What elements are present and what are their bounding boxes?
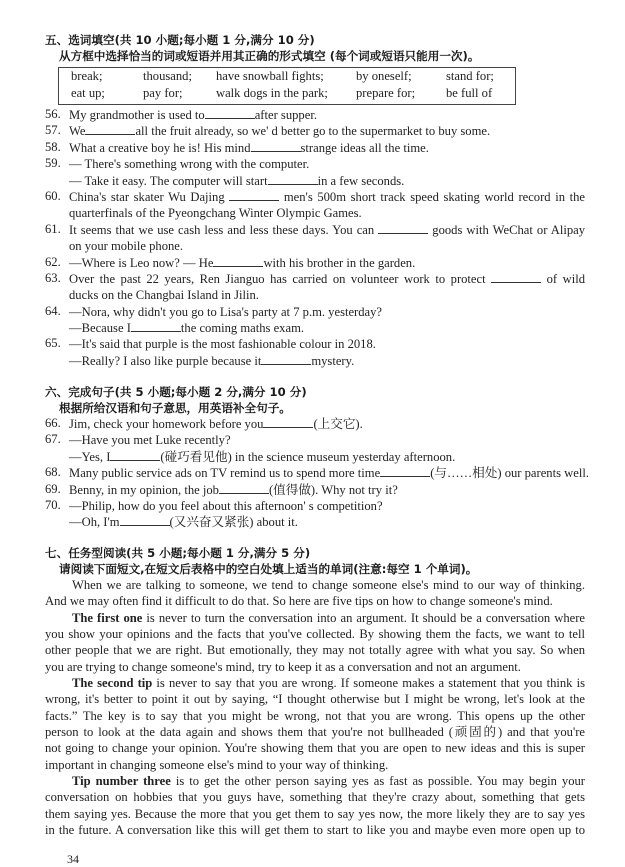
- paragraph-line: [45, 708, 585, 724]
- question-number: 68.: [45, 465, 61, 480]
- question-item: [45, 222, 585, 255]
- answer-blank[interactable]: [263, 416, 313, 428]
- bold-lead-in: Tip number three: [72, 774, 171, 789]
- question-text-before: —Have you met Luke recently?: [69, 433, 231, 448]
- question-text-before: Over the past 22 years, Ren Jianguo has carried on volunteer work to protect: [69, 271, 486, 286]
- paragraph-line: [45, 577, 585, 593]
- paragraph-text: not going to change your opinion. You're showing them that you are open to new ideas and this is super: [45, 741, 585, 756]
- question-text: [69, 156, 585, 189]
- question-text-after: mystery.: [311, 353, 355, 368]
- question-text: [69, 140, 585, 156]
- word-option: by oneself;: [356, 69, 412, 83]
- word-option: have snowball fights;: [216, 69, 324, 83]
- section-5-title: 五、选词填空(共 10 小题;每小题 1 分,满分 10 分): [45, 33, 315, 47]
- question-text: [69, 222, 585, 255]
- paragraph-line: [45, 610, 585, 626]
- question-text-before: quarterfinals of the Pyeongchang Winter Olympic Games.: [69, 206, 362, 221]
- question-text-before: —Philip, how do you feel about this afternoon' s competition?: [69, 498, 383, 513]
- question-number: 59.: [45, 156, 61, 171]
- question-number: 67.: [45, 432, 61, 447]
- paragraph-text: conversation on hobbies that you guys have, something that they're crazy about, something that gets: [45, 790, 585, 805]
- question-line: [69, 238, 585, 254]
- answer-blank[interactable]: [491, 271, 541, 283]
- answer-blank[interactable]: [378, 222, 428, 234]
- section-5-header: [45, 32, 585, 65]
- question-text-before: It seems that we use cash less and less these days. You can: [69, 222, 375, 237]
- paragraph: [45, 610, 585, 675]
- question-line: [69, 498, 585, 514]
- question-text-before: My grandmother is used to: [69, 108, 205, 122]
- paragraph-line: [45, 691, 585, 707]
- question-text-before: —Where is Leo now? — He: [69, 255, 214, 270]
- question-text: [69, 189, 585, 222]
- paragraph-line: [45, 626, 585, 642]
- question-line: [69, 353, 585, 369]
- question-line: [69, 514, 585, 530]
- question-text-after: (碰巧看见他) in the science museum yesterday afternoon.: [160, 449, 456, 464]
- answer-blank[interactable]: [268, 173, 318, 185]
- word-box-row: [59, 68, 515, 85]
- section-6-questions: [45, 416, 589, 531]
- question-text: [69, 255, 585, 271]
- question-text-after: all the fruit already, so we' d better go to the supermarket to buy some.: [135, 124, 491, 139]
- question-text-before: —Because I: [69, 321, 131, 336]
- question-text-before: We: [69, 124, 86, 139]
- section-7-title: 七、任务型阅读(共 5 小题;每小题 1 分,满分 5 分): [45, 546, 311, 560]
- question-text-before: — Take it easy. The computer will start: [69, 173, 268, 188]
- section-6-instruction: 根据所给汉语和句子意思，用英语补全句子。: [59, 401, 291, 416]
- reading-passage: [45, 577, 585, 839]
- question-text-after: of wild: [546, 271, 585, 286]
- question-text-after: in a few seconds.: [317, 173, 405, 188]
- question-item: [45, 304, 585, 337]
- paragraph: [45, 577, 585, 610]
- answer-blank[interactable]: [251, 140, 301, 152]
- question-text-after: goods with WeChat or Alipay: [432, 222, 585, 237]
- question-text: [69, 271, 585, 304]
- bold-lead-in: The first one: [72, 610, 143, 625]
- question-line: [69, 465, 589, 481]
- paragraph-text: is to get the other person saying yes as fast as possible. You may begin your: [170, 774, 585, 789]
- question-item: [45, 416, 585, 432]
- question-line: [69, 222, 585, 238]
- question-text-after: with his brother in the garden.: [263, 255, 416, 270]
- paragraph: [45, 675, 585, 773]
- paragraph-line: [45, 724, 585, 740]
- question-text-after: after supper.: [254, 108, 317, 122]
- section-7-instruction: 请阅读下面短文,在短文后表格中的空白处填上适当的单词(注意:每空 1 个单词)。: [59, 562, 478, 577]
- word-option: walk dogs in the park;: [216, 86, 328, 100]
- question-text-after: strange ideas all the time.: [300, 140, 429, 155]
- question-text-after: (值得做). Why not try it?: [268, 482, 398, 497]
- question-text: [69, 304, 585, 337]
- section-6-header: [45, 384, 585, 417]
- paragraph-text: is never to say that you are wrong. If someone makes a statement that you think is: [152, 676, 585, 691]
- question-text-before: ducks on the Changbai Island in Jilin.: [69, 288, 259, 303]
- word-option: eat up;: [71, 86, 105, 100]
- question-line: [69, 416, 585, 432]
- question-text: [69, 416, 585, 432]
- word-option: be full of: [446, 86, 493, 100]
- question-text-before: China's star skater Wu Dajing: [69, 189, 225, 204]
- paragraph-text: wrong, it's better to point it out by saying, “I thought otherwise but I might be wrong, let's look at the: [45, 692, 585, 707]
- question-item: [45, 107, 585, 123]
- answer-blank[interactable]: [131, 320, 181, 332]
- question-number: 62.: [45, 254, 61, 269]
- answer-blank[interactable]: [213, 255, 263, 267]
- word-box: [58, 67, 516, 105]
- question-number: 57.: [45, 123, 61, 138]
- question-text-before: on your mobile phone.: [69, 239, 184, 254]
- paragraph-line: [45, 740, 585, 756]
- answer-blank[interactable]: [110, 449, 160, 461]
- section-5-instruction: 从方框中选择恰当的词或短语并用其正确的形式填空 (每个词或短语只能用一次)。: [59, 49, 480, 64]
- answer-blank[interactable]: [380, 465, 430, 477]
- answer-blank[interactable]: [85, 123, 135, 135]
- paragraph-line: [45, 789, 585, 805]
- paragraph-text: important in changing someone else's mind to your way of thinking.: [45, 757, 389, 772]
- paragraph-text: you show your opinions and the facts that you've collected. By showing them the facts, we want to tell: [45, 627, 585, 642]
- question-line: [69, 156, 585, 172]
- paragraph-line: [45, 773, 585, 789]
- paragraph: [45, 773, 585, 838]
- paragraph-text: is never to turn the conversation into an argument. It should be a conversation where: [142, 610, 585, 625]
- word-option: prepare for;: [356, 86, 416, 100]
- question-item: [45, 255, 585, 271]
- question-text: [69, 482, 585, 498]
- question-line: [69, 304, 585, 320]
- question-line: [69, 287, 585, 303]
- answer-blank[interactable]: [219, 482, 269, 494]
- question-text-before: Benny, in my opinion, the job: [69, 482, 219, 497]
- question-text-before: Many public service ads on TV remind us to spend more time: [69, 466, 381, 481]
- question-line: [69, 482, 585, 498]
- question-line: [69, 320, 585, 336]
- answer-blank[interactable]: [261, 353, 311, 365]
- question-text-before: What a creative boy he is! His mind: [69, 140, 251, 155]
- paragraph-line: [45, 675, 585, 691]
- question-item: [45, 271, 585, 304]
- question-item: [45, 482, 585, 498]
- question-text-before: —Nora, why didn't you go to Lisa's party at 7 p.m. yesterday?: [69, 304, 383, 319]
- question-line: [69, 271, 585, 287]
- question-item: [45, 123, 585, 139]
- question-number: 56.: [45, 107, 61, 121]
- question-line: [69, 205, 585, 221]
- question-line: [69, 255, 585, 271]
- question-item: [45, 336, 585, 369]
- question-item: [45, 498, 585, 531]
- question-text: [69, 336, 585, 369]
- question-item: [45, 465, 589, 481]
- question-line: [69, 173, 585, 189]
- paragraph-text: them saying yes. Because the more that you get them to say yes now, the more likely they are to say yes: [45, 806, 585, 821]
- question-number: 64.: [45, 303, 61, 318]
- paragraph-line: [45, 806, 585, 822]
- answer-blank[interactable]: [205, 107, 255, 119]
- paragraph-line: [45, 757, 585, 773]
- question-number: 60.: [45, 188, 61, 203]
- question-line: [69, 107, 585, 123]
- page-number: 34: [67, 852, 79, 866]
- question-number: 61.: [45, 221, 61, 236]
- question-text-before: —It's said that purple is the most fashionable colour in 2018.: [69, 337, 376, 352]
- paragraph-line: [45, 659, 585, 675]
- question-number: 65.: [45, 336, 61, 351]
- question-text: [69, 498, 585, 531]
- section-5-questions: [45, 107, 585, 369]
- paragraph-text: other people that we are right. But emotionally, they may not totally agree with what you say. So when: [45, 643, 585, 658]
- question-text-after: (上交它).: [313, 417, 363, 431]
- paragraph-text: person to look at the data again and shows them that you're not bullheaded (顽固的) and that you're: [45, 725, 585, 740]
- question-item: [45, 432, 585, 465]
- question-number: 69.: [45, 481, 61, 496]
- question-text-before: Jim, check your homework before you: [69, 417, 264, 431]
- question-text: [69, 465, 589, 481]
- word-box-row: [59, 85, 515, 102]
- question-line: [69, 189, 585, 205]
- paragraph-text: in the future. A conversation like this will get them to start to like you and maybe even more open up to: [45, 823, 585, 838]
- section-6-title: 六、完成句子(共 5 小题;每小题 2 分,满分 10 分): [45, 385, 307, 399]
- question-line: [69, 432, 585, 448]
- paragraph-text: facts.” The key is to say that you might be wrong, not that you are wrong. This opens up the other: [45, 708, 585, 723]
- word-option: thousand;: [143, 69, 192, 83]
- question-number: 58.: [45, 139, 61, 154]
- section-7-header: [45, 545, 585, 578]
- question-line: [69, 123, 585, 139]
- question-text: [69, 432, 585, 465]
- question-number: 63.: [45, 270, 61, 285]
- question-item: [45, 140, 585, 156]
- word-option: break;: [71, 69, 103, 83]
- paragraph-line: [45, 593, 585, 609]
- question-text: [69, 107, 585, 123]
- answer-blank[interactable]: [229, 189, 279, 201]
- question-line: [69, 449, 585, 465]
- paragraph-line: [45, 822, 585, 838]
- question-text-before: — There's something wrong with the computer.: [69, 157, 310, 172]
- word-option: pay for;: [143, 86, 183, 100]
- question-text-after: men's 500m short track speed skating world record in the: [283, 189, 585, 204]
- paragraph-text: When we are talking to someone, we tend to change someone else's mind to our way of thinking.: [72, 578, 585, 592]
- paragraph-text: you are trying to change someone's mind, try to keep it as a conversation and not an argument.: [45, 659, 521, 674]
- question-item: [45, 156, 585, 189]
- question-text-before: —Oh, I'm: [69, 515, 120, 530]
- question-line: [69, 140, 585, 156]
- paragraph-text: And we may often find it difficult to do that. So here are five tips on how to change someone's mind.: [45, 594, 553, 609]
- question-text-before: —Really? I also like purple because it: [69, 353, 262, 368]
- question-number: 66.: [45, 416, 61, 430]
- word-option: stand for;: [446, 69, 494, 83]
- question-line: [69, 336, 585, 352]
- question-item: [45, 189, 585, 222]
- answer-blank[interactable]: [120, 514, 170, 526]
- question-text-after: (又兴奋又紧张) about it.: [169, 515, 298, 530]
- question-number: 70.: [45, 497, 61, 512]
- question-text-before: —Yes, I: [69, 449, 111, 464]
- question-text-after: (与……相处) our parents well.: [430, 466, 589, 481]
- question-text-after: the coming maths exam.: [180, 321, 305, 336]
- bold-lead-in: The second tip: [72, 676, 153, 691]
- question-text: [69, 123, 585, 139]
- paragraph-line: [45, 642, 585, 658]
